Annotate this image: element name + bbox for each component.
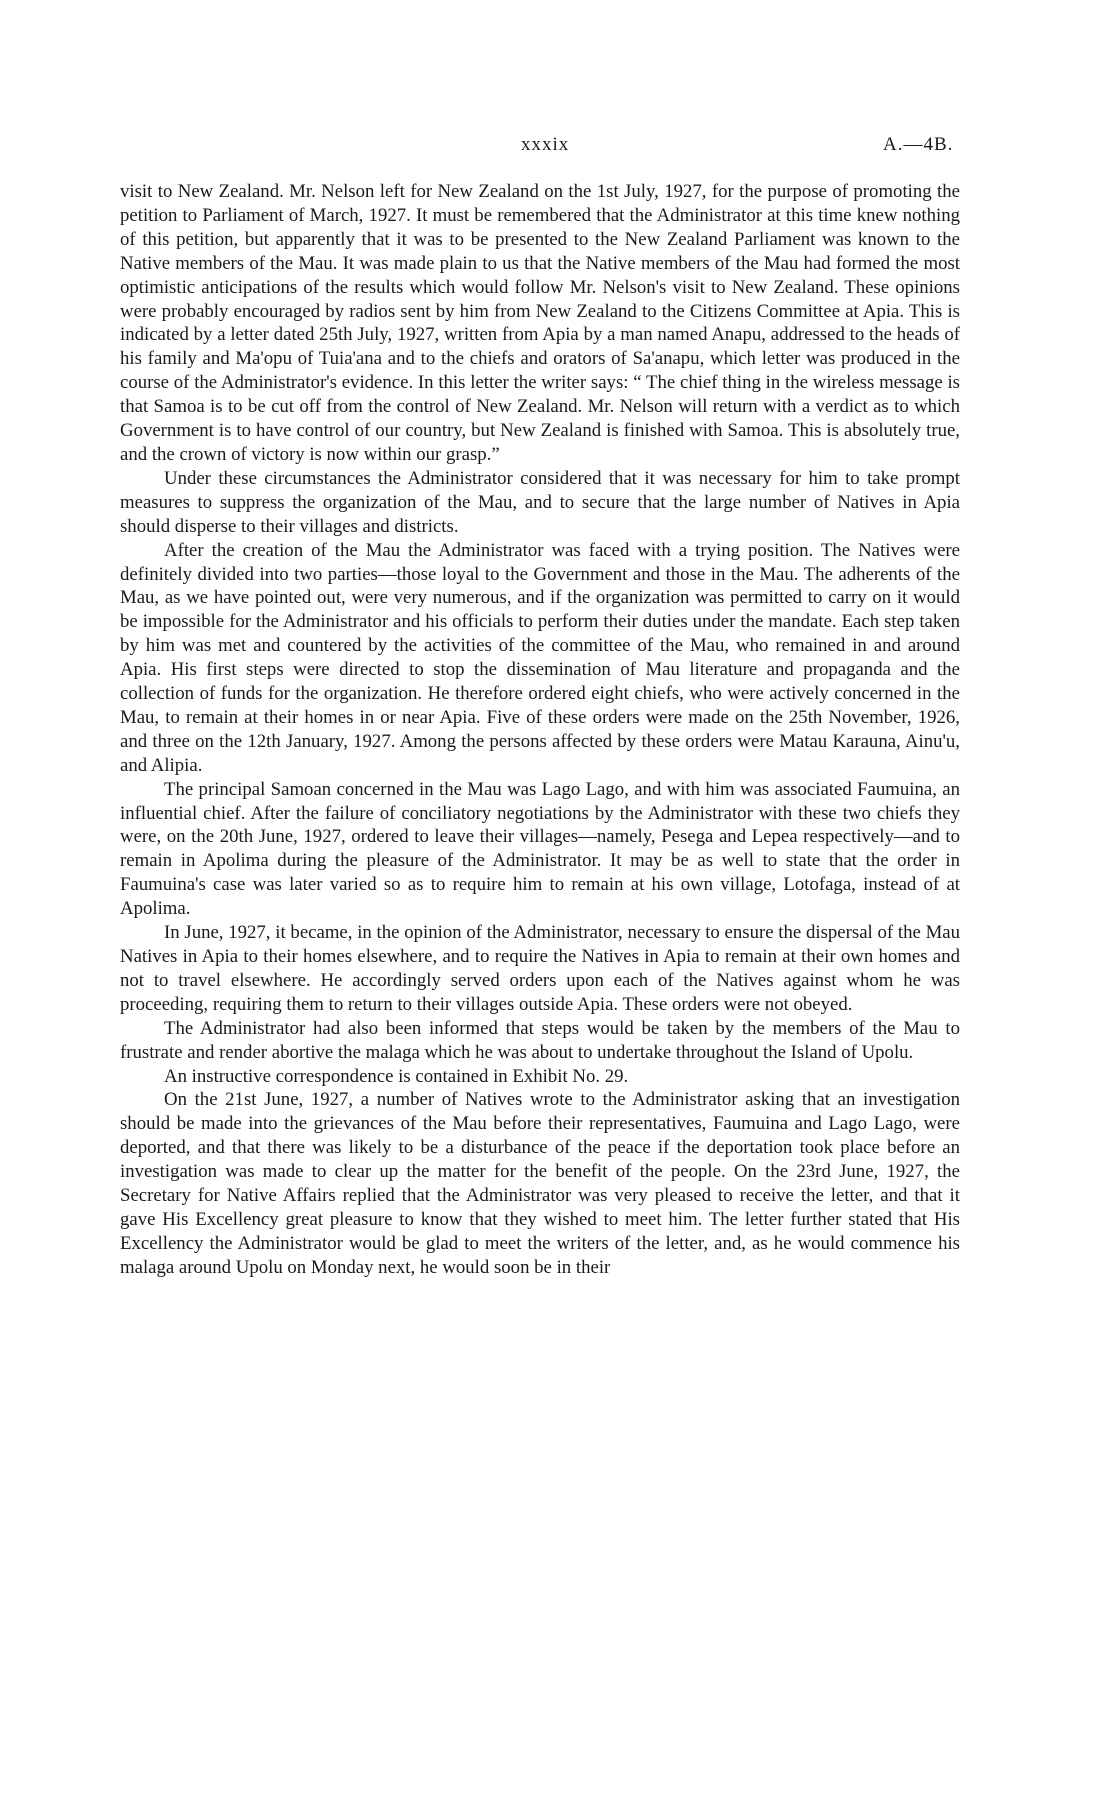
document-reference: A.—4B. — [883, 134, 954, 155]
paragraph: An instructive correspondence is contained in Exhibit No. 29. — [164, 1065, 629, 1087]
paragraph: On the 21st June, 1927, a number of Natives wrote to the Administrator asking that an investigation should be made into the grievances of the Mau before their representatives, Faumuina and Lago Lago, were deported, and that there was likely to be a disturbance of the peace if the deportation took place before an investigation was made to clear up the matter for the benefit of the people. On the 23rd June, 1927, the Secretary for Native Affairs replied that the Administrator was very pleased to receive the letter, and that it gave His Excellency great pleasure to know that they wished to meet him. The letter further stated that His Excellency the Administrator would be glad to meet the writers of the letter, and, as he would commence his malaga around Upolu on Monday next, he would soon be in their — [120, 1089, 960, 1278]
paragraph: Under these circumstances the Administrator considered that it was necessary for him to take prompt measures to suppress the organization of the Mau, and to secure that the large number of Natives in Apia should disperse to their villages and districts. — [120, 467, 960, 537]
page-number: xxxix — [521, 134, 570, 155]
body-text — [120, 180, 960, 1280]
paragraph: visit to New Zealand. Mr. Nelson left for New Zealand on the 1st July, 1927, for the purpose of promoting the petition to Parliament of March, 1927. It must be remembered that the Administrator at this time knew nothing of this petition, but apparently that it was to be presented to the New Zealand Parliament was known to the Native members of the Mau. It was made plain to us that the Native members of the Mau had formed the most optimistic anticipations of the results which would follow Mr. Nelson's visit to New Zealand. These opinions were probably encouraged by radios sent by him from New Zealand to the Citizens Committee at Apia. This is indicated by a letter dated 25th July, 1927, written from Apia by a man named Anapu, addressed to the heads of his family and Ma'opu of Tuia'ana and to the chiefs and orators of Sa'anapu, which letter was produced in the course of the Administrator's evidence. In this letter the writer says: “ The chief thing in the wireless message is that Samoa is to be cut off from the control of New Zealand. Mr. Nelson will return with a verdict as to which Government is to have control of our country, but New Zealand is finished with Samoa. This is absolutely true, and the crown of victory is now within our grasp.” — [120, 181, 960, 465]
paragraph: After the creation of the Mau the Administrator was faced with a trying position. The Natives were definitely divided into two parties—those loyal to the Government and those in the Mau. The adherents of the Mau, as we have pointed out, were very numerous, and if the organization was permitted to carry on it would be impossible for the Administrator and his officials to perform their duties under the mandate. Each step taken by him was met and countered by the activities of the committee of the Mau, who remained in and around Apia. His first steps were directed to stop the dissemination of Mau literature and propaganda and the collection of funds for the organization. He therefore ordered eight chiefs, who were actively concerned in the Mau, to remain at their homes in or near Apia. Five of these orders were made on the 25th November, 1926, and three on the 12th January, 1927. Among the persons affected by these orders were Matau Karauna, Ainu'u, and Alipia. — [120, 539, 960, 776]
paragraph: The Administrator had also been informed that steps would be taken by the members of the Mau to frustrate and render abortive the malaga which he was about to undertake throughout the Island of Upolu. — [120, 1017, 960, 1063]
paragraph: The principal Samoan concerned in the Mau was Lago Lago, and with him was associated Faumuina, an influential chief. After the failure of conciliatory negotiations by the Administrator with these two chiefs they were, on the 20th June, 1927, ordered to leave their villages—namely, Pesega and Lepea respectively—and to remain in Apolima during the pleasure of the Administrator. It may be as well to state that the order in Faumuina's case was later varied so as to require him to remain at his own village, Lotofaga, instead of at Apolima. — [120, 778, 960, 920]
paragraph: In June, 1927, it became, in the opinion of the Administrator, necessary to ensure the dispersal of the Mau Natives in Apia to their homes elsewhere, and to require the Natives in Apia to remain at their own homes and not to travel elsewhere. He accordingly served orders upon each of the Natives against whom he was proceeding, requiring them to return to their villages outside Apia. These orders were not obeyed. — [120, 922, 960, 1015]
